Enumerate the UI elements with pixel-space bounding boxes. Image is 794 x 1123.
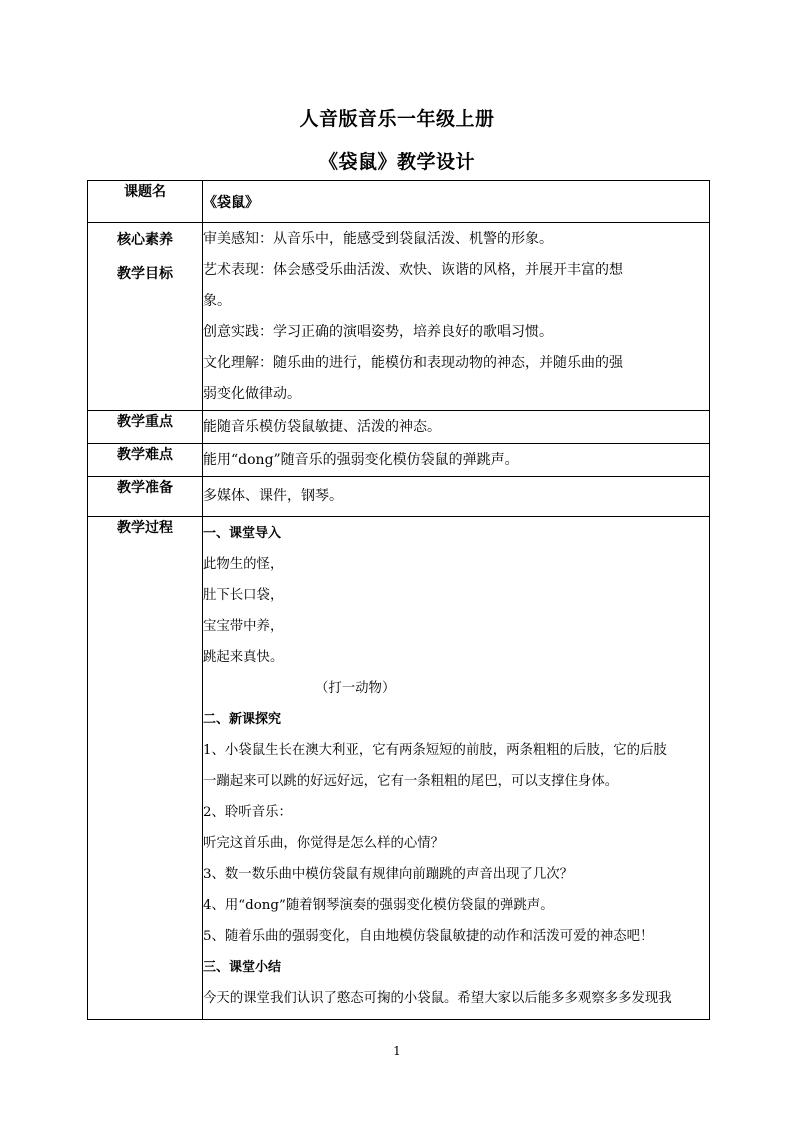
process-label: 教学过程 [88, 517, 203, 1020]
goal-culture-1: 文化理解：随乐曲的进行，能模仿和表现动物的神态，并随乐曲的强 [203, 355, 623, 371]
goals-cell [203, 223, 710, 411]
goal-aesthetic: 审美感知：从音乐中，能感受到袋鼠活泼、机警的形象。 [203, 231, 553, 247]
topic-label: 课题名 [88, 181, 203, 223]
preparation-cell [203, 477, 710, 517]
item2: 2、聆听音乐： [203, 805, 292, 820]
item5: 5、随着乐曲的强弱变化，自由地模仿袋鼠敏捷的动作和活泼可爱的神态吧！ [203, 929, 654, 944]
key-point-label: 教学重点 [88, 411, 203, 444]
table-row-key-point [88, 411, 710, 444]
summary-text: 今天的课堂我们认识了憨态可掬的小袋鼠。希望大家以后能多多观察多多发现我 [203, 991, 672, 1006]
section2-heading: 二、新课探究 [203, 712, 282, 727]
table-row-preparation [88, 477, 710, 517]
goals-label-line1: 核心素养 [117, 232, 173, 248]
process-cell [203, 517, 710, 1020]
table-row-process [88, 517, 710, 1020]
goal-creative: 创意实践：学习正确的演唱姿势，培养良好的歌唱习惯。 [203, 324, 553, 340]
riddle-line-2: 肚下长口袋， [203, 588, 284, 603]
table-row-difficulty [88, 444, 710, 477]
difficulty-value: 能用“dong”随音乐的强弱变化模仿袋鼠的弹跳声。 [203, 451, 519, 468]
goals-label-line2: 教学目标 [117, 266, 173, 282]
item2-question: 听完这首乐曲，你觉得是怎么样的心情？ [203, 836, 445, 851]
goal-expression-2: 象。 [203, 293, 231, 309]
table-row-goals [88, 223, 710, 411]
riddle-hint: （打一动物） [315, 681, 396, 696]
difficulty-label: 教学难点 [88, 444, 203, 477]
document-title: 人音版音乐一年级上册 [299, 108, 495, 130]
section3-heading: 三、课堂小结 [203, 960, 282, 975]
key-point-cell [203, 411, 710, 444]
item1-line1: 1、小袋鼠生长在澳大利亚，它有两条短短的前肢，两条粗粗的后肢，它的后肢 [203, 743, 667, 758]
difficulty-cell [203, 444, 710, 477]
topic-value-cell [203, 181, 710, 223]
riddle-line-3: 宝宝带中养， [203, 619, 284, 634]
goal-expression-1: 艺术表现：体会感受乐曲活泼、欢快、诙谐的风格，并展开丰富的想 [203, 262, 623, 278]
page-number: 1 [393, 1044, 401, 1058]
riddle-line-4: 跳起来真快。 [203, 650, 284, 665]
lesson-title: 《袋鼠》教学设计 [318, 151, 475, 173]
key-point-value: 能随音乐模仿袋鼠敏捷、活泼的神态。 [203, 418, 441, 435]
lesson-plan-table [87, 180, 710, 1020]
goals-label [88, 223, 203, 411]
item1-line2: 一蹦起来可以跳的好远好远，它有一条粗粗的尾巴，可以支撑住身体。 [203, 774, 619, 789]
topic-value: 《袋鼠》 [203, 194, 259, 211]
table-row-topic [88, 181, 710, 223]
section1-heading: 一、课堂导入 [203, 526, 282, 541]
preparation-value: 多媒体、课件，钢琴。 [203, 488, 343, 504]
item4: 4、用“dong”随着钢琴演奏的强弱变化模仿袋鼠的弹跳声。 [203, 898, 554, 913]
goal-culture-2: 弱变化做律动。 [203, 386, 301, 402]
riddle-line-1: 此物生的怪， [203, 557, 284, 572]
preparation-label: 教学准备 [88, 477, 203, 517]
item3: 3、数一数乐曲中模仿袋鼠有规律向前蹦跳的声音出现了几次？ [203, 867, 574, 882]
